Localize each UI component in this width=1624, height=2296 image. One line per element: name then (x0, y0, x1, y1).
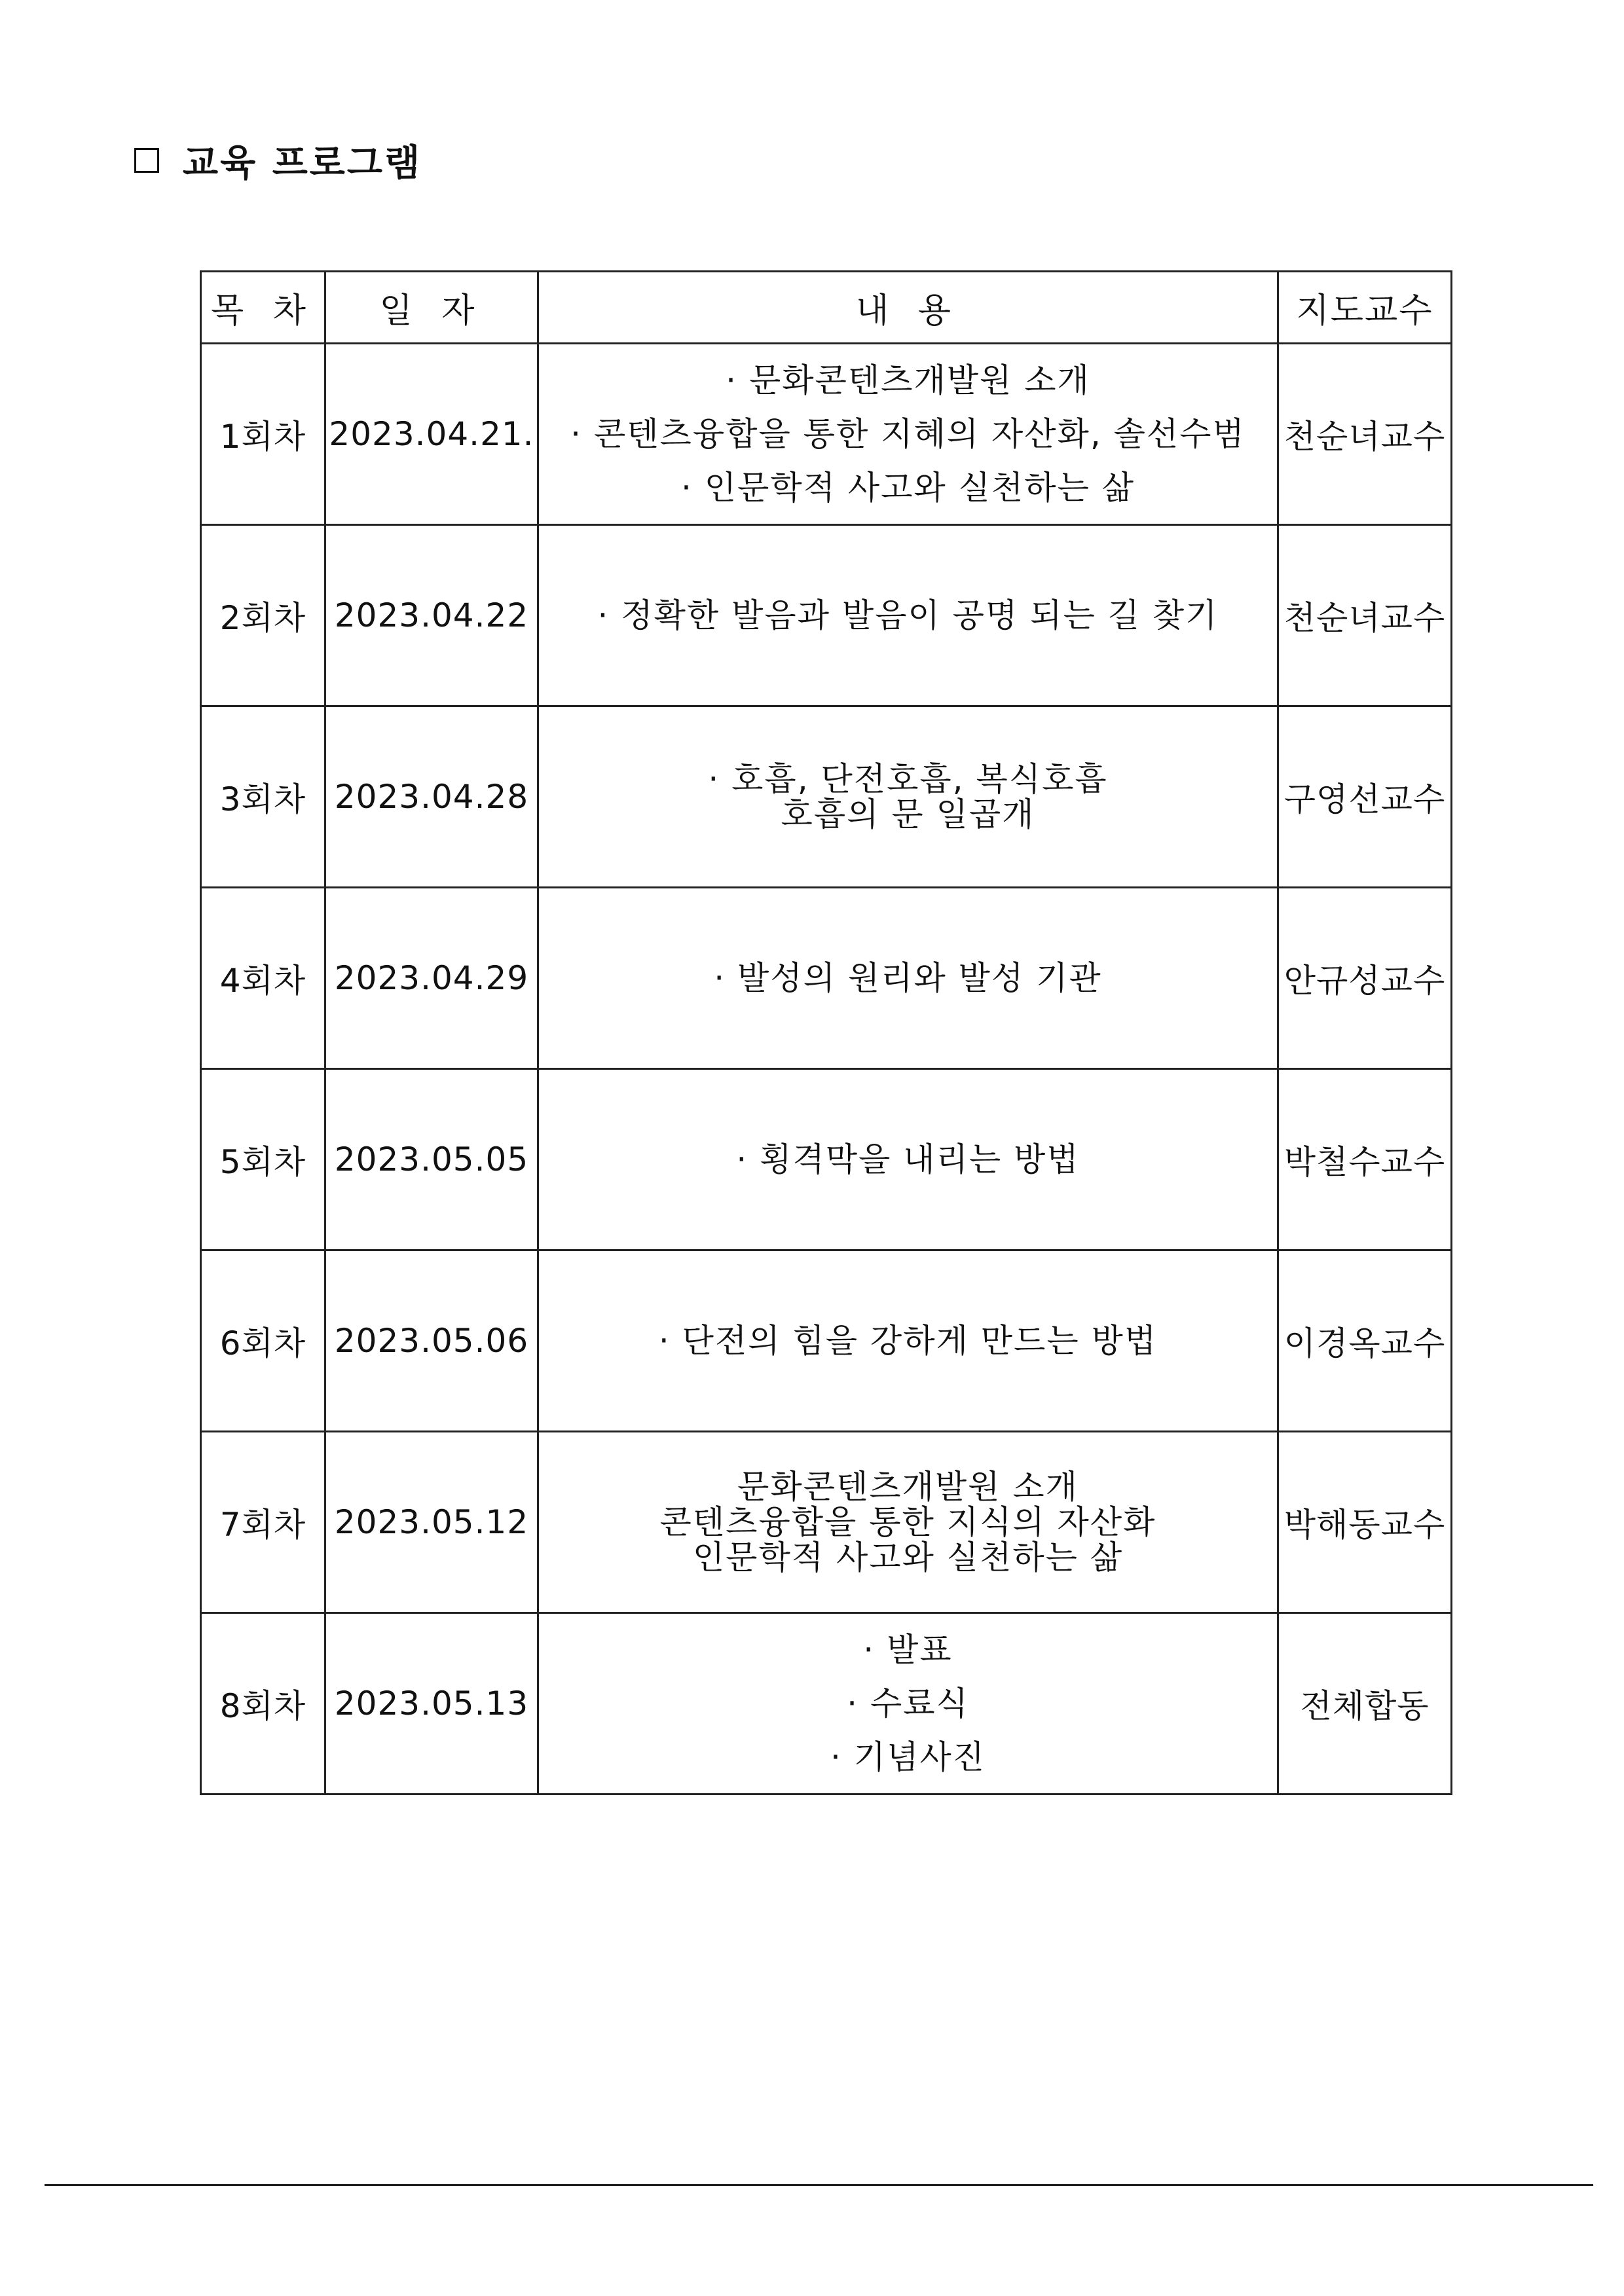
instructor-cell: 천순녀교수 (1278, 525, 1452, 706)
session-cell: 4회차 (201, 888, 325, 1069)
date-cell: 2023.05.13 (325, 1613, 538, 1795)
table-row (201, 1069, 1452, 1250)
table-row (201, 344, 1452, 525)
header-session: 목 차 (201, 272, 325, 344)
instructor-cell: 천순녀교수 (1278, 344, 1452, 525)
content-line: · 기념사진 (830, 1738, 986, 1776)
date-cell: 2023.04.21. (325, 344, 538, 525)
header-instructor: 지도교수 (1278, 272, 1452, 344)
table-row (201, 1432, 1452, 1613)
content-cell (538, 1250, 1278, 1432)
table-row (201, 525, 1452, 706)
content-line: 콘텐츠융합을 통한 지식의 자산화 (659, 1503, 1156, 1541)
content-line: · 호흡, 단전호흡, 복식호흡 (708, 760, 1108, 798)
session-cell: 3회차 (201, 706, 325, 888)
content-cell (538, 1069, 1278, 1250)
content-line: · 수료식 (847, 1685, 969, 1722)
instructor-cell: 박철수교수 (1278, 1069, 1452, 1250)
instructor-cell: 전체합동 (1278, 1613, 1452, 1795)
instructor-cell: 안규성교수 (1278, 888, 1452, 1069)
content-cell (538, 888, 1278, 1069)
content-line: 문화콘텐츠개발원 소개 (737, 1468, 1079, 1506)
session-cell: 8회차 (201, 1613, 325, 1795)
header-date: 일 자 (325, 272, 538, 344)
date-cell: 2023.05.06 (325, 1250, 538, 1432)
content-cell (538, 1432, 1278, 1613)
bottom-divider (45, 2184, 1593, 2186)
content-line: · 문화콘텐츠개발원 소개 (726, 361, 1090, 399)
instructor-cell: 박해동교수 (1278, 1432, 1452, 1613)
content-line: · 횡격막을 내리는 방법 (736, 1140, 1080, 1178)
instructor-cell: 구영선교수 (1278, 706, 1452, 888)
content-line: 호흡의 문 일곱개 (781, 795, 1035, 833)
date-cell: 2023.05.12 (325, 1432, 538, 1613)
session-cell: 1회차 (201, 344, 325, 525)
page-title-text: 교육 프로그램 (183, 142, 422, 185)
content-line: · 콘텐츠융합을 통한 지혜의 자산화, 솔선수범 (570, 415, 1246, 453)
table-row (201, 706, 1452, 888)
session-cell: 6회차 (201, 1250, 325, 1432)
checkbox-square-icon (134, 148, 159, 173)
date-cell: 2023.04.22 (325, 525, 538, 706)
content-line: · 발표 (863, 1631, 953, 1669)
date-cell: 2023.05.05 (325, 1069, 538, 1250)
page-title (134, 131, 422, 190)
table-row (201, 888, 1452, 1069)
header-content: 내 용 (538, 272, 1278, 344)
content-line: 인문학적 사고와 실천하는 삶 (692, 1539, 1124, 1576)
content-cell (538, 706, 1278, 888)
session-cell: 2회차 (201, 525, 325, 706)
content-cell (538, 1613, 1278, 1795)
content-cell (538, 344, 1278, 525)
instructor-cell: 이경옥교수 (1278, 1250, 1452, 1432)
content-cell (538, 525, 1278, 706)
date-cell: 2023.04.28 (325, 706, 538, 888)
content-line: · 단전의 힘을 강하게 만드는 방법 (658, 1322, 1158, 1360)
date-cell: 2023.04.29 (325, 888, 538, 1069)
content-line: · 발성의 원리와 발성 기관 (714, 959, 1102, 997)
table-row (201, 1250, 1452, 1432)
session-cell: 7회차 (201, 1432, 325, 1613)
content-line: · 인문학적 사고와 실천하는 삶 (680, 469, 1135, 507)
table-header-row (201, 272, 1452, 344)
session-cell: 5회차 (201, 1069, 325, 1250)
content-line: · 정확한 발음과 발음이 공명 되는 길 찾기 (597, 596, 1219, 634)
table-row (201, 1613, 1452, 1795)
program-table (200, 270, 1452, 1795)
